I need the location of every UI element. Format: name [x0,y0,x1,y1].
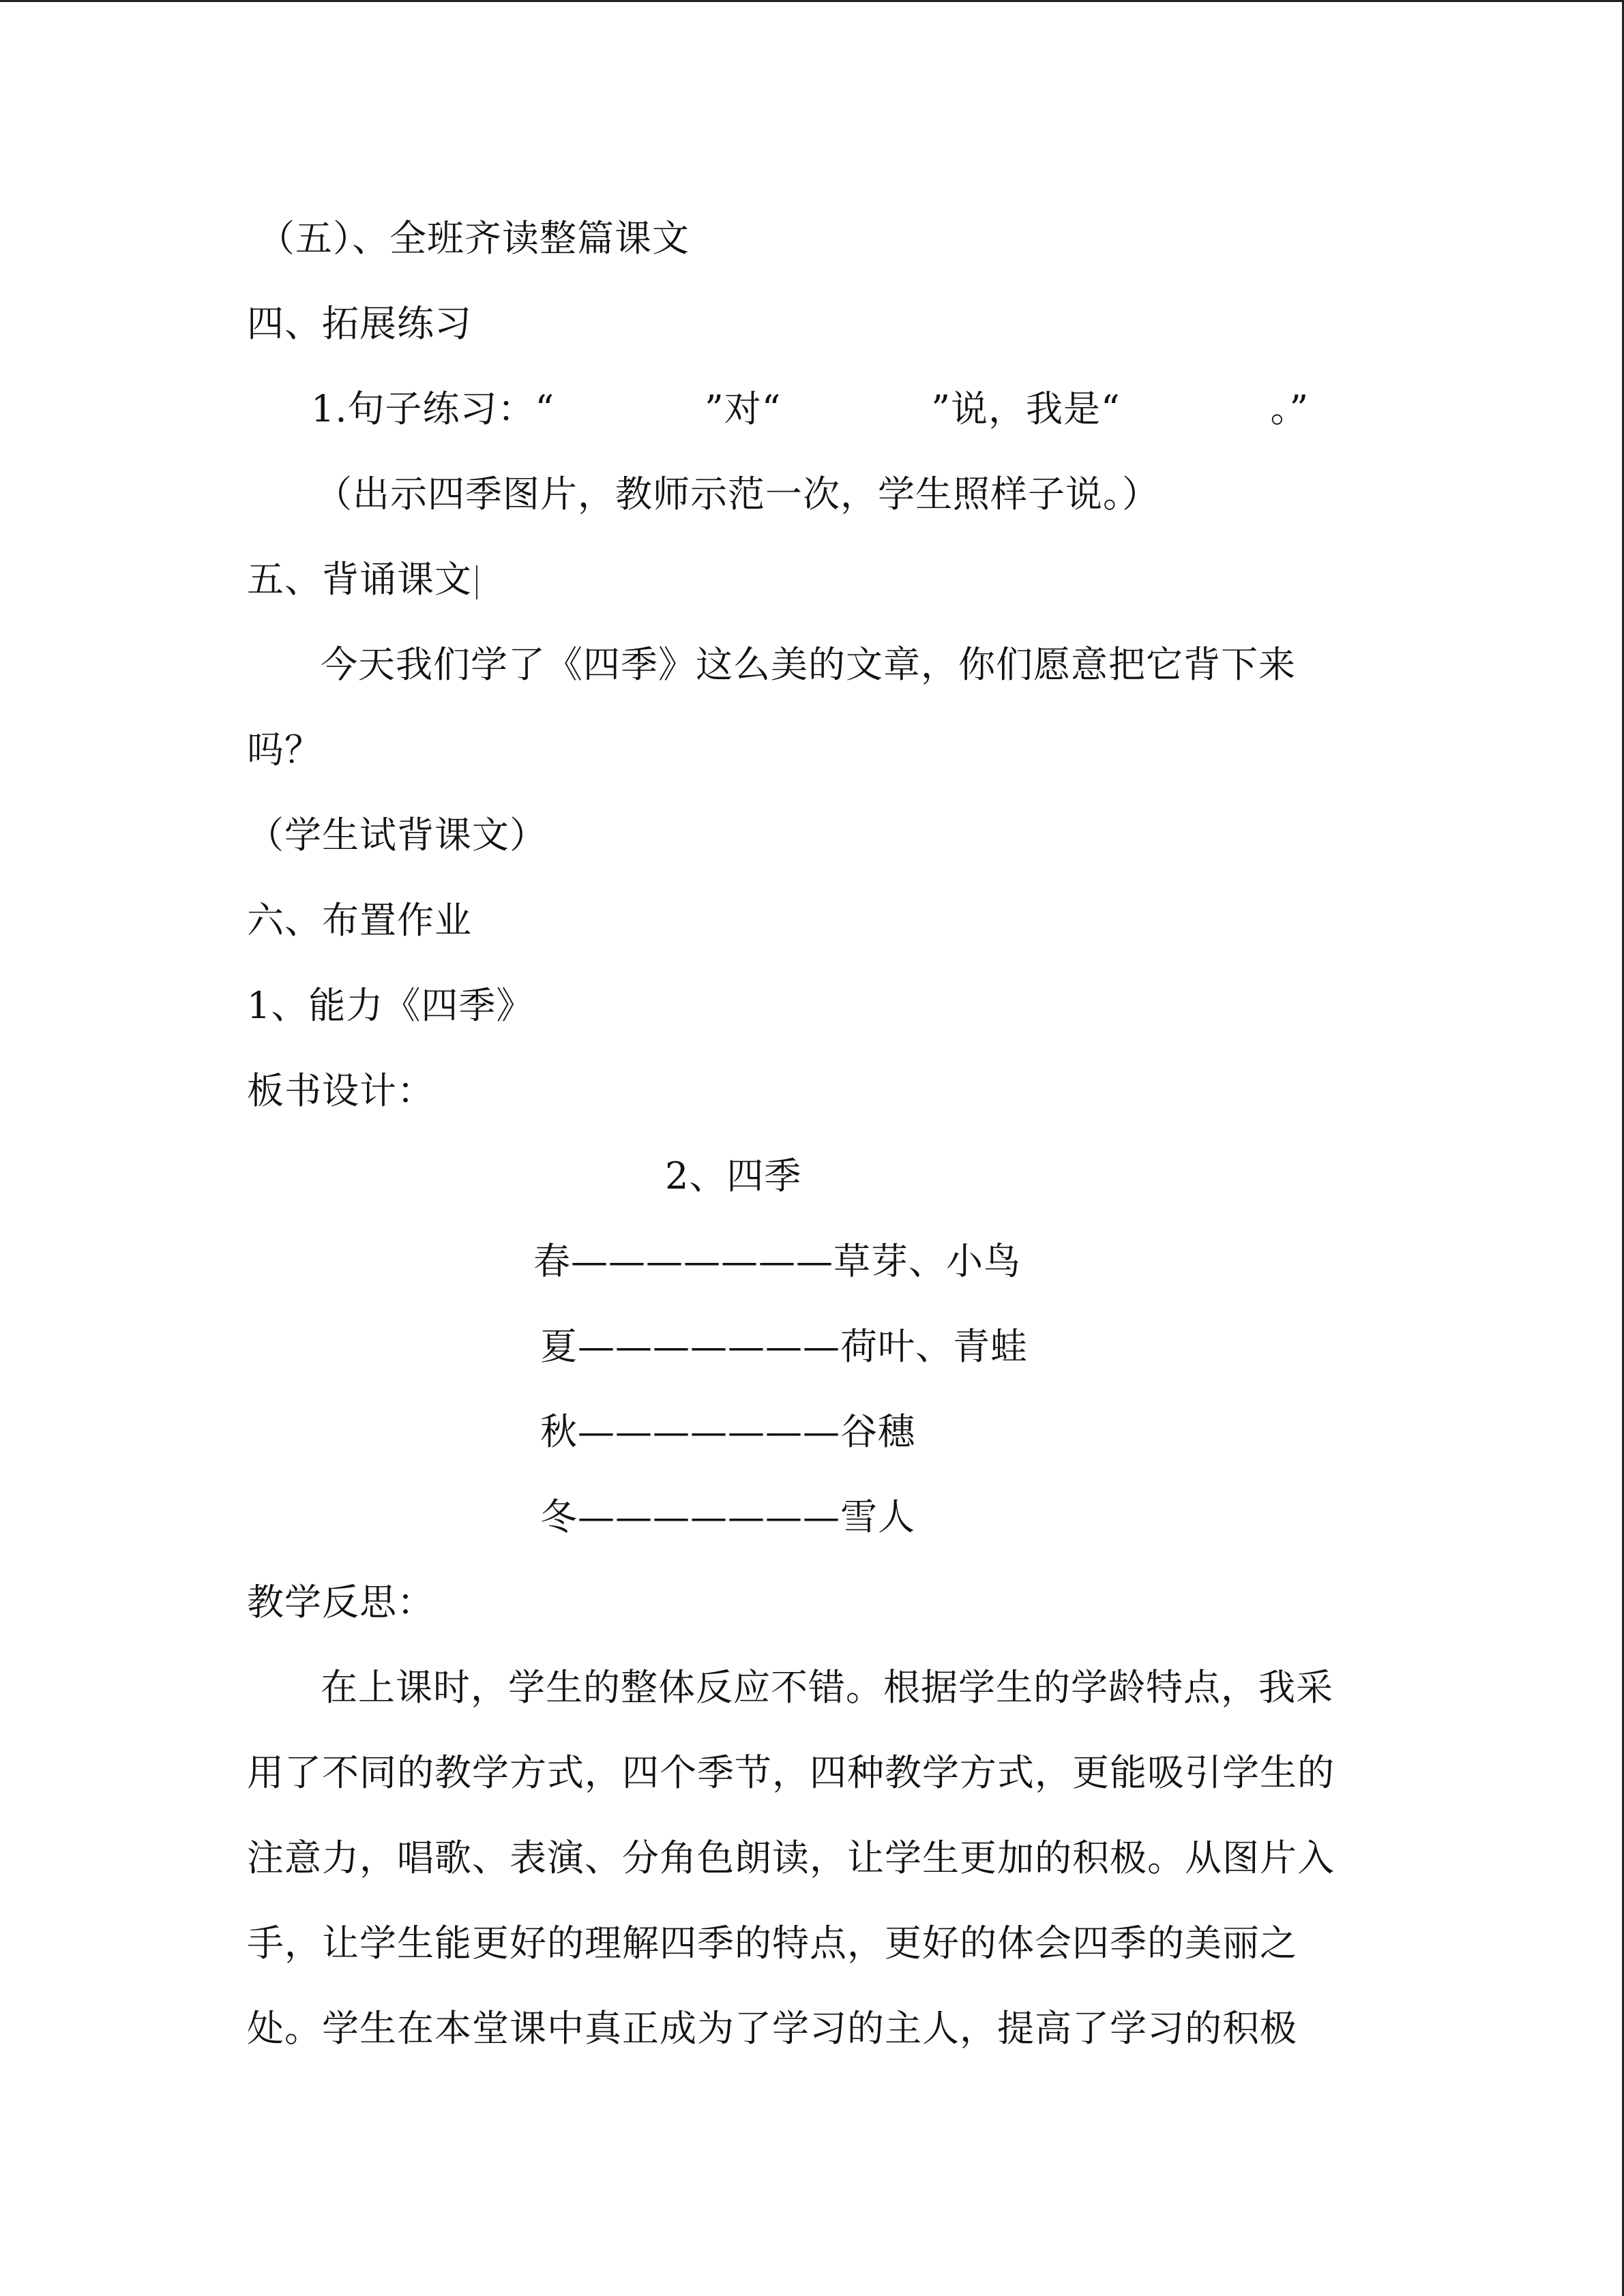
heading-recite-text [247,558,477,601]
heading-recite-text-label: 五、背诵课文 [247,558,472,601]
text-line-reading: （五）、全班齐读整篇课文 [258,217,690,260]
text-line-homework-item: 1、能力《四季》 [247,984,534,1027]
text-cursor [476,565,477,599]
reflection-line: 用了不同的教学方式，四个季节，四种教学方式，更能吸引学生的 [247,1751,1335,1794]
board-row-spring: 春———————草芽、小鸟 [533,1240,1021,1283]
board-row-winter: 冬———————雪人 [540,1495,915,1538]
board-row-autumn: 秋———————谷穗 [540,1410,915,1453]
heading-board-design: 板书设计： [247,1069,434,1112]
text-line-today: 今天我们学了《四季》这么美的文章，你们愿意把它背下来 [321,643,1296,686]
reflection-line: 处。学生在本堂课中真正成为了学习的主人，提高了学习的积极 [247,2007,1297,2050]
reflection-line: 在上课时，学生的整体反应不错。根据学生的学龄特点，我采 [321,1666,1333,1709]
board-row-summer: 夏———————荷叶、青蛙 [540,1325,1028,1368]
page-border-top [0,0,1624,2]
heading-homework: 六、布置作业 [247,899,472,942]
reflection-line: 注意力，唱歌、表演、分角色朗读，让学生更加的积极。从图片入 [247,1836,1335,1879]
heading-extension-practice: 四、拓展练习 [247,302,472,345]
reflection-line: 手，让学生能更好的理解四季的特点，更好的体会四季的美丽之 [247,1922,1297,1965]
text-line-sentence-practice: 1.句子练习：“ ”对“ ”说，我是“ 。” [311,387,1310,430]
text-line-show-pictures: （出示四季图片，教师示范一次，学生照样子说。） [315,473,1160,516]
board-title: 2、四季 [665,1154,802,1197]
heading-teaching-reflection: 教学反思： [247,1581,434,1624]
text-line-question: 吗？ [247,728,322,771]
text-line-students-try: （学生试背课文） [247,814,547,856]
